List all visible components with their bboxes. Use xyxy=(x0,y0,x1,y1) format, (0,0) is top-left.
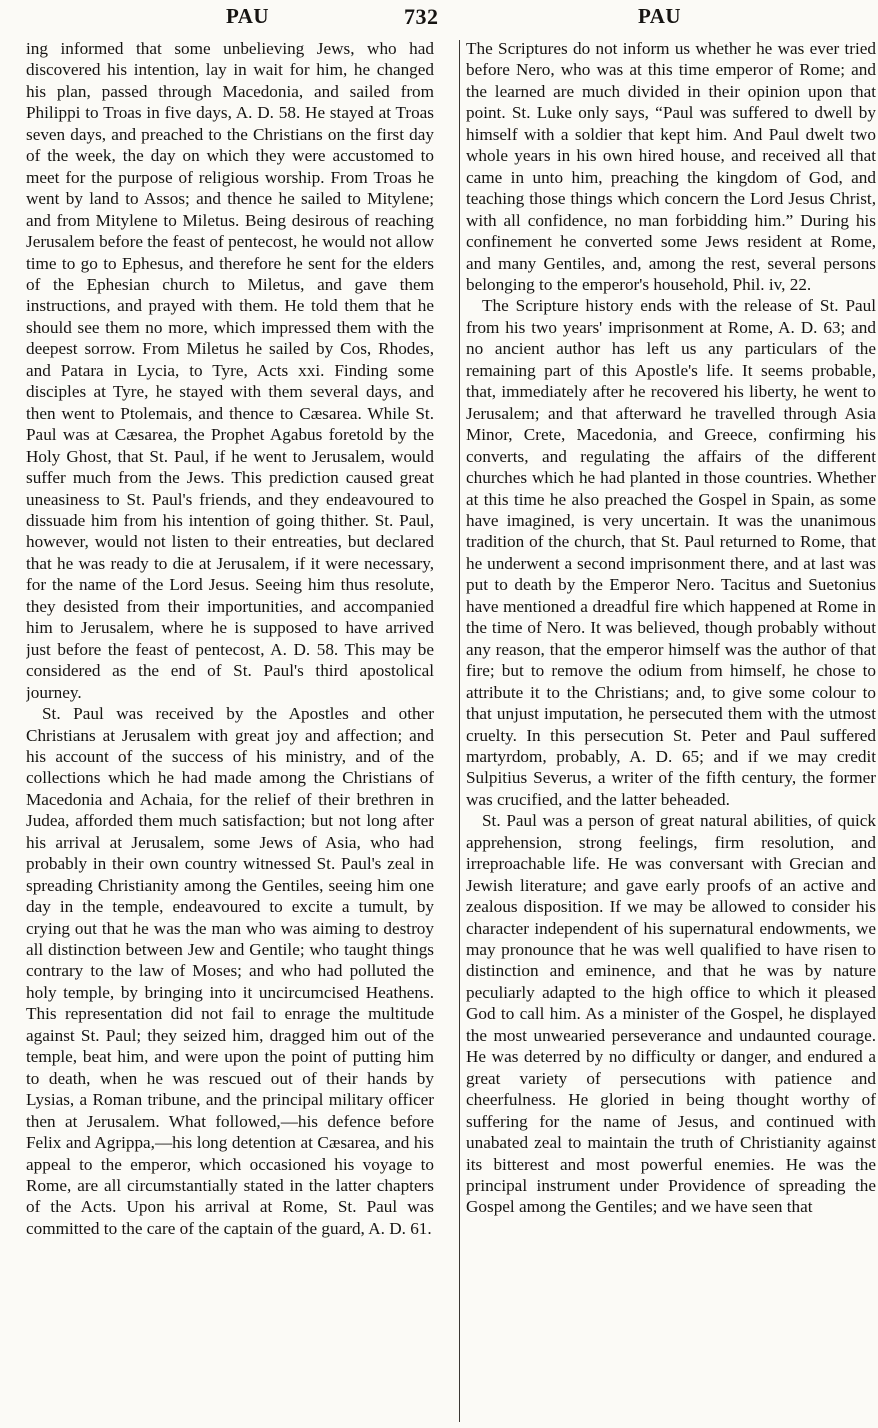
header-right-word: PAU xyxy=(638,4,682,28)
running-header xyxy=(0,4,878,34)
right-column xyxy=(466,38,876,1422)
header-left-word: PAU xyxy=(226,4,270,28)
right-paragraph-2: The Scripture history ends with the release of St. Paul from his two years' imprisonment at Rome, A. D. 63; and no ancient author has left us any particulars of the remaining part of this Apostle's life. It seems probable, that, immediately after he recovered his liberty, he went to Jerusalem; and that afterward he travelled through Asia Minor, Crete, Macedonia, and Greece, confirming his converts, and regulating the affairs of the different churches which he had planted in those countries. Whether at this time he also preached the Gospel in Spain, as some have imagined, is very uncertain. It was the unanimous tradition of the church, that St. Paul returned to Rome, that he underwent a second imprisonment there, and at last was put to death by the Emperor Nero. Tacitus and Suetonius have mentioned a dreadful fire which happened at Rome in the time of Nero. It was believed, though probably without any reason, that the emperor himself was the author of that fire; but to remove the odium from himself, he chose to attribute it to the Christians; and, to give some colour to that unjust imputation, he persecuted them with the utmost cruelty. In this persecution St. Peter and Paul suffered martyrdom, probably, A. D. 65; and if we may credit Sulpitius Severus, a writer of the fifth century, the former was crucified, and the latter beheaded. xyxy=(466,296,876,809)
right-paragraph-1: The Scriptures do not inform us whether he was ever tried before Nero, who was at this time emperor of Rome; and the learned are much divided in their opinion upon that point. St. Luke only says, “Paul was suffered to dwell by himself with a soldier that kept him. And Paul dwelt two whole years in his own hired house, and received all that came in unto him, preaching the kingdom of God, and teaching those things which concern the Lord Jesus Christ, with all confidence, no man forbidding him.” During his confinement he converted some Jews resident at Rome, and many Gentiles, and, among the rest, several persons belonging to the emperor's household, Phil. iv, 22. xyxy=(466,39,876,294)
left-paragraph-2: St. Paul was received by the Apostles and other Christians at Jerusalem with great joy and affection; and his account of the success of his ministry, and of the collections which he had made among the Christians of Macedonia and Achaia, for the relief of their brethren in Judea, afforded them much satisfaction; but not long after his arrival at Jerusalem, some Jews of Asia, who had probably in their own country witnessed St. Paul's zeal in spreading Christianity among the Gentiles, seeing him one day in the temple, endeavoured to excite a tumult, by crying out that he was the man who was aiming to destroy all distinction between Jew and Gentile; who taught things contrary to the law of Moses; and who had polluted the holy temple, by bringing into it uncircumcised Heathens. This representation did not fail to enrage the multitude against St. Paul; they seized him, dragged him out of the temple, beat him, and were upon the point of putting him to death, when he was rescued out of their hands by Lysias, a Roman tribune, and the principal military officer then at Jerusalem. What followed,—his defence before Felix and Agrippa,—his long detention at Cæsarea, and his appeal to the emperor, which occasioned his voyage to Rome, are all circumstantially stated in the latter chapters of the Acts. Upon his arrival at Rome, St. Paul was committed to the care of the captain of the guard, A. D. 61. xyxy=(26,704,434,1238)
left-column xyxy=(26,38,434,1422)
left-paragraph-1: ing informed that some unbelieving Jews, who had discovered his intention, lay in wait for him, he changed his plan, passed through Macedonia, and sailed from Philippi to Troas in five days, A. D. 58. He stayed at Troas seven days, and preached to the Christians on the first day of the week, the day on which they were accustomed to meet for the purpose of religious worship. From Troas he went by land to Assos; and thence he sailed to Mitylene; and from Mitylene to Miletus. Being desirous of reaching Jerusalem before the feast of pentecost, he would not allow time to go to Ephesus, and therefore he sent for the elders of the Ephesian church to Miletus, and gave them instructions, and prayed with them. He told them that he should see them no more, which impressed them with the deepest sorrow. From Miletus he sailed by Cos, Rhodes, and Patara in Lycia, to Tyre, Acts xxi. Finding some disciples at Tyre, he stayed with them several days, and then went to Ptolemais, and thence to Cæsarea. While St. Paul was at Cæsarea, the Prophet Agabus foretold by the Holy Ghost, that St. Paul, if he went to Jerusalem, would suffer much from the Jews. This prediction caused great uneasiness to St. Paul's friends, and they endeavoured to dissuade him from his intention of going thither. St. Paul, however, would not listen to their entreaties, but declared that he was ready to die at Jerusalem, if it were necessary, for the name of the Lord Jesus. Seeing him thus resolute, they desisted from their importunities, and accompanied him to Jerusalem, where he is supposed to have arrived just before the feast of pentecost, A. D. 58. This may be considered as the end of St. Paul's third apostolical journey. xyxy=(26,39,434,702)
page-number: 732 xyxy=(404,4,439,29)
right-paragraph-3: St. Paul was a person of great natural abilities, of quick apprehension, strong feelings, firm resolution, and irreproachable life. He was conversant with Grecian and Jewish literature; and gave early proofs of an active and zealous disposition. If we may be allowed to consider his character independent of his supernatural endowments, we may pronounce that he was well qualified to have risen to distinction and eminence, and that he was by nature peculiarly adapted to the high office to which it pleased God to call him. As a minister of the Gospel, he displayed the most unwearied perseverance and undaunted courage. He was deterred by no difficulty or danger, and endured a great variety of persecutions with patience and cheerfulness. He gloried in being thought worthy of suffering for the name of Jesus, and continued with unabated zeal to maintain the truth of Christianity against its bitterest and most powerful enemies. He was the principal instrument under Providence of spreading the Gospel among the Gentiles; and we have seen that xyxy=(466,811,876,1217)
column-divider xyxy=(459,40,460,1422)
